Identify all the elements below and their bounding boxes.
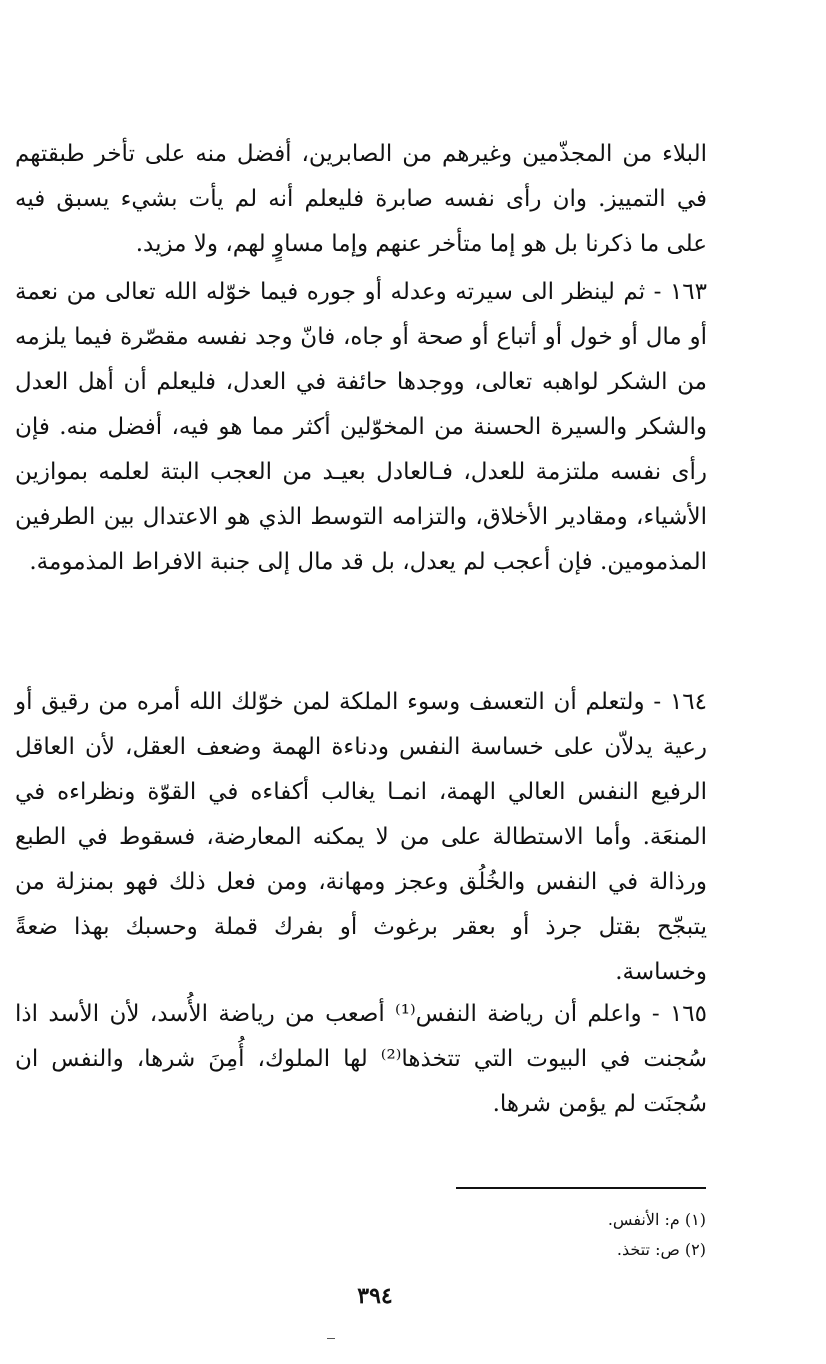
bottom-mark (327, 1338, 335, 1339)
paragraph-165: ١٦٥ - واعلم أن رياضة النفس⁽¹⁾ أصعب من رياضة الأُسد، لأن الأسد اذا سُجنت في البيوت التي تتخذها⁽²⁾ لها الملوك، أُمِنَ شرها، والنفس ان سُجنَت لم يؤمن شرها. (15, 1001, 707, 1117)
footnote-divider (456, 1187, 706, 1189)
paragraph-continuation: البلاء من المجذّمين وغيرهم من الصابرين، أفضل منه على تأخر طبقتهم في التمييز. وان رأى نفسه صابرة فليعلم أنه لم يأت بشيء يسبق فيه على ما ذكرنا بل هو إما متأخر عنهم وإما مساوٍ لهم، ولا مزيد. (15, 141, 707, 257)
paragraph-163: ١٦٣ - ثم لينظر الى سيرته وعدله أو جوره فيما خوّله الله تعالى من نعمة أو مال أو خول أو أتباع أو صحة أو جاه، فانّ وجد نفسه مقصّرة فيما يلزمه من الشكر لواهبه تعالى، ووجدها حائفة في العدل، فليعلم أن أهل العدل والشكر والسيرة الحسنة من المخوّلين أكثر مما هو فيه، أفضل منه. فإن رأى نفسه ملتزمة للعدل، فـالعادل بعيـد من العجب البتة لعلمه بموازين الأشياء، ومقادير الأخلاق، والتزامه التوسط الذي هو الاعتدال بين الطرفين المذمومين. فإن أعجب لم يعدل، بل قد مال إلى جنبة الافراط المذمومة. (15, 279, 707, 575)
footnotes (450, 1205, 706, 1265)
page-number: ٣٩٤ (357, 1283, 393, 1309)
footnote-1: (١) م: الأنفس. (607, 1210, 706, 1229)
footnote-2: (٢) ص: تتخذ. (616, 1240, 706, 1259)
paragraph-164: ١٦٤ - ولتعلم أن التعسف وسوء الملكة لمن خوّلك الله أمره من رقيق أو رعية يدلاّن على خساسة النفس ودناءة الهمة وضعف العقل، لأن العاقل الرفيع النفس العالي الهمة، انمـا يغالب أكفاءه في القوّة ونظراءه في المنعَة. وأما الاستطالة على من لا يمكنه المعارضة، فسقوط في الطبع ورذالة في النفس والخُلُق وعجز ومهانة، ومن فعل ذلك فهو بمنزلة من يتبجّح بقتل جرذ أو بعقر برغوث أو بفرك قملة وحسبك بهذا ضعةً وخساسة. (15, 689, 707, 985)
